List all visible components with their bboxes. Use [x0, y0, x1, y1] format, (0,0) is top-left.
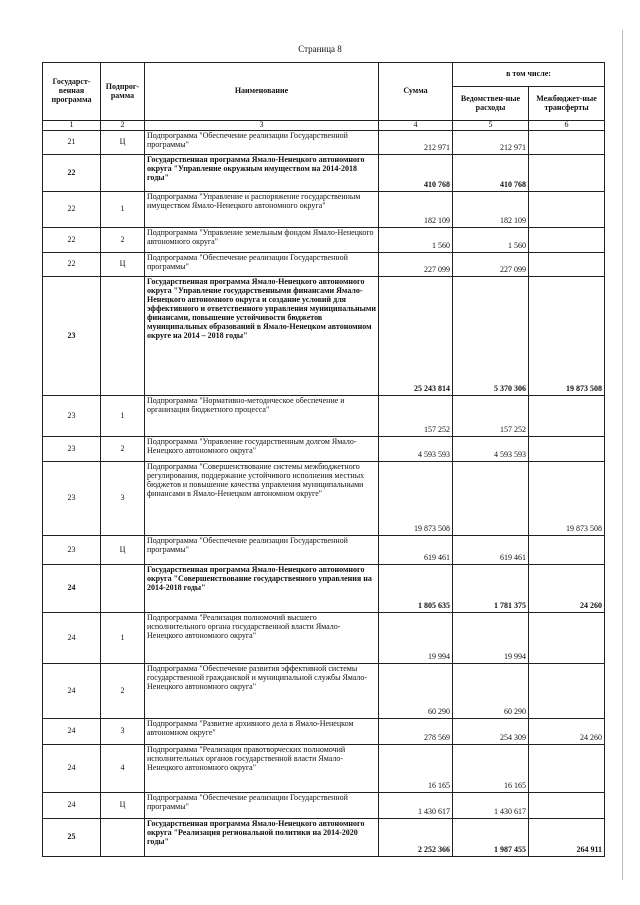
name-cell: Государственная программа Ямало-Ненецкого автономного округа "Совершенствование государственного управления на 2014-2018 годы" [145, 565, 379, 613]
departmental-cell: 227 099 [453, 253, 529, 277]
interbudget-cell [529, 536, 605, 565]
table-row-subprogram [43, 228, 605, 253]
program-code-cell: 21 [43, 131, 101, 155]
header-including: в том числе: [453, 63, 605, 87]
departmental-cell: 1 430 617 [453, 793, 529, 819]
column-number-row [43, 121, 605, 131]
sum-cell: 16 165 [379, 745, 453, 793]
name-cell: Подпрограмма "Обеспечение реализации Государственной программы" [145, 131, 379, 155]
interbudget-cell [529, 131, 605, 155]
program-code-cell: 23 [43, 437, 101, 462]
interbudget-cell [529, 437, 605, 462]
program-code-cell: 22 [43, 253, 101, 277]
interbudget-cell [529, 192, 605, 228]
departmental-cell: 254 309 [453, 719, 529, 745]
program-code-cell: 25 [43, 819, 101, 857]
sum-cell: 25 243 814 [379, 277, 453, 396]
budget-table [42, 62, 605, 857]
subprogram-code-cell: 4 [101, 745, 145, 793]
program-code-cell: 23 [43, 462, 101, 536]
interbudget-cell [529, 396, 605, 437]
name-cell: Подпрограмма "Совершенствование системы межбюджетного регулирования, поддержание устойчивого исполнения местных бюджетов и повышение качества управления муниципальными финансами в Ямало-Ненецком автономном округе" [145, 462, 379, 536]
table-row-subprogram [43, 664, 605, 719]
header-departmental: Ведомствен-ные расходы [453, 87, 529, 121]
table-row-program [43, 277, 605, 396]
sum-cell: 1 805 635 [379, 565, 453, 613]
sum-cell: 1 430 617 [379, 793, 453, 819]
interbudget-cell [529, 664, 605, 719]
departmental-cell: 619 461 [453, 536, 529, 565]
column-number: 1 [43, 121, 101, 131]
subprogram-code-cell: Ц [101, 793, 145, 819]
table-row-subprogram [43, 437, 605, 462]
program-code-cell: 23 [43, 396, 101, 437]
column-number: 2 [101, 121, 145, 131]
interbudget-cell: 19 873 508 [529, 462, 605, 536]
program-code-cell: 24 [43, 793, 101, 819]
departmental-cell: 19 994 [453, 613, 529, 664]
table-body [43, 131, 605, 857]
subprogram-code-cell: 2 [101, 664, 145, 719]
table-row-program [43, 819, 605, 857]
sum-cell: 182 109 [379, 192, 453, 228]
program-code-cell: 24 [43, 565, 101, 613]
column-number: 3 [145, 121, 379, 131]
departmental-cell: 4 593 593 [453, 437, 529, 462]
program-code-cell: 24 [43, 719, 101, 745]
departmental-cell: 410 768 [453, 155, 529, 192]
name-cell: Подпрограмма "Реализация правотворческих полномочий исполнительных органов государственной власти Ямало-Ненецкого автономного округа" [145, 745, 379, 793]
subprogram-code-cell: 2 [101, 437, 145, 462]
interbudget-cell [529, 613, 605, 664]
program-code-cell: 23 [43, 536, 101, 565]
column-number: 4 [379, 121, 453, 131]
subprogram-code-cell: Ц [101, 536, 145, 565]
sum-cell: 157 252 [379, 396, 453, 437]
interbudget-cell [529, 793, 605, 819]
name-cell: Подпрограмма "Обеспечение реализации Государственной программы" [145, 536, 379, 565]
sum-cell: 19 873 508 [379, 462, 453, 536]
header-interbudget: Межбюджет-ные трансферты [529, 87, 605, 121]
name-cell: Подпрограмма "Обеспечение реализации Государственной программы" [145, 253, 379, 277]
subprogram-code-cell: Ц [101, 131, 145, 155]
departmental-cell: 182 109 [453, 192, 529, 228]
name-cell: Государственная программа Ямало-Ненецкого автономного округа "Управление окружным имуществом на 2014-2018 годы" [145, 155, 379, 192]
table-row-subprogram [43, 745, 605, 793]
program-code-cell: 23 [43, 277, 101, 396]
table-row-subprogram [43, 396, 605, 437]
subprogram-code-cell: Ц [101, 253, 145, 277]
subprogram-code-cell [101, 277, 145, 396]
header-subprogram: Подпрог-рамма [101, 63, 145, 121]
departmental-cell: 1 560 [453, 228, 529, 253]
sum-cell: 212 971 [379, 131, 453, 155]
right-border-line [622, 30, 623, 880]
sum-cell: 2 252 366 [379, 819, 453, 857]
table-row-subprogram [43, 719, 605, 745]
departmental-cell: 157 252 [453, 396, 529, 437]
sum-cell: 227 099 [379, 253, 453, 277]
table-row-subprogram [43, 613, 605, 664]
interbudget-cell: 24 260 [529, 565, 605, 613]
header-program: Государст-венная программа [43, 63, 101, 121]
table-row-program [43, 155, 605, 192]
subprogram-code-cell [101, 819, 145, 857]
departmental-cell: 1 781 375 [453, 565, 529, 613]
program-code-cell: 22 [43, 192, 101, 228]
header-name: Наименование [145, 63, 379, 121]
subprogram-code-cell: 1 [101, 613, 145, 664]
name-cell: Подпрограмма "Управление и распоряжение государственным имуществом Ямало-Ненецкого автономного округа" [145, 192, 379, 228]
departmental-cell [453, 462, 529, 536]
departmental-cell: 60 290 [453, 664, 529, 719]
interbudget-cell [529, 745, 605, 793]
sum-cell: 1 560 [379, 228, 453, 253]
subprogram-code-cell: 1 [101, 396, 145, 437]
name-cell: Государственная программа Ямало-Ненецкого автономного округа "Управление государственными финансами Ямало-Ненецкого автономного округа и создание условий для эффективного и ответственного управления муниципальными финансами, повышение устойчивости бюджетов муниципальных образований в Ямало-Ненецком автономном округе на 2014 – 2018 годы" [145, 277, 379, 396]
sum-cell: 60 290 [379, 664, 453, 719]
interbudget-cell [529, 155, 605, 192]
program-code-cell: 24 [43, 613, 101, 664]
subprogram-code-cell: 2 [101, 228, 145, 253]
departmental-cell: 16 165 [453, 745, 529, 793]
name-cell: Подпрограмма "Управление земельным фондом Ямало-Ненецкого автономного округа" [145, 228, 379, 253]
departmental-cell: 1 987 455 [453, 819, 529, 857]
column-number: 5 [453, 121, 529, 131]
column-number: 6 [529, 121, 605, 131]
table-row-program [43, 565, 605, 613]
program-code-cell: 22 [43, 155, 101, 192]
sum-cell: 278 569 [379, 719, 453, 745]
interbudget-cell [529, 253, 605, 277]
subprogram-code-cell [101, 565, 145, 613]
name-cell: Подпрограмма "Обеспечение развития эффективной системы государственной гражданской и муниципальной службы Ямало-Ненецкого автономного округа" [145, 664, 379, 719]
interbudget-cell: 24 260 [529, 719, 605, 745]
name-cell: Подпрограмма "Реализация полномочий высшего исполнительного органа государственной власти Ямало-Ненецкого автономного округа" [145, 613, 379, 664]
subprogram-code-cell: 1 [101, 192, 145, 228]
name-cell: Подпрограмма "Нормативно-методическое обеспечение и организация бюджетного процесса" [145, 396, 379, 437]
table-row-subprogram [43, 793, 605, 819]
table-row-subprogram [43, 192, 605, 228]
name-cell: Подпрограмма "Управление государственным долгом Ямало-Ненецкого автономного округа" [145, 437, 379, 462]
interbudget-cell: 19 873 508 [529, 277, 605, 396]
sum-cell: 410 768 [379, 155, 453, 192]
program-code-cell: 22 [43, 228, 101, 253]
table-row-subprogram [43, 253, 605, 277]
program-code-cell: 24 [43, 745, 101, 793]
table-row-subprogram [43, 131, 605, 155]
departmental-cell: 212 971 [453, 131, 529, 155]
name-cell: Подпрограмма "Обеспечение реализации Государственной программы" [145, 793, 379, 819]
subprogram-code-cell: 3 [101, 462, 145, 536]
name-cell: Подпрограмма "Развитие архивного дела в Ямало-Ненецком автономном округе" [145, 719, 379, 745]
table-row-subprogram [43, 462, 605, 536]
sum-cell: 619 461 [379, 536, 453, 565]
departmental-cell: 5 370 306 [453, 277, 529, 396]
header-sum: Сумма [379, 63, 453, 121]
name-cell: Государственная программа Ямало-Ненецкого автономного округа "Реализация региональной политики на 2014-2020 годы" [145, 819, 379, 857]
table-header [43, 63, 605, 131]
interbudget-cell [529, 228, 605, 253]
sum-cell: 19 994 [379, 613, 453, 664]
subprogram-code-cell: 3 [101, 719, 145, 745]
interbudget-cell: 264 911 [529, 819, 605, 857]
sum-cell: 4 593 593 [379, 437, 453, 462]
page-label: Страница 8 [298, 44, 342, 54]
subprogram-code-cell [101, 155, 145, 192]
program-code-cell: 24 [43, 664, 101, 719]
table-row-subprogram [43, 536, 605, 565]
